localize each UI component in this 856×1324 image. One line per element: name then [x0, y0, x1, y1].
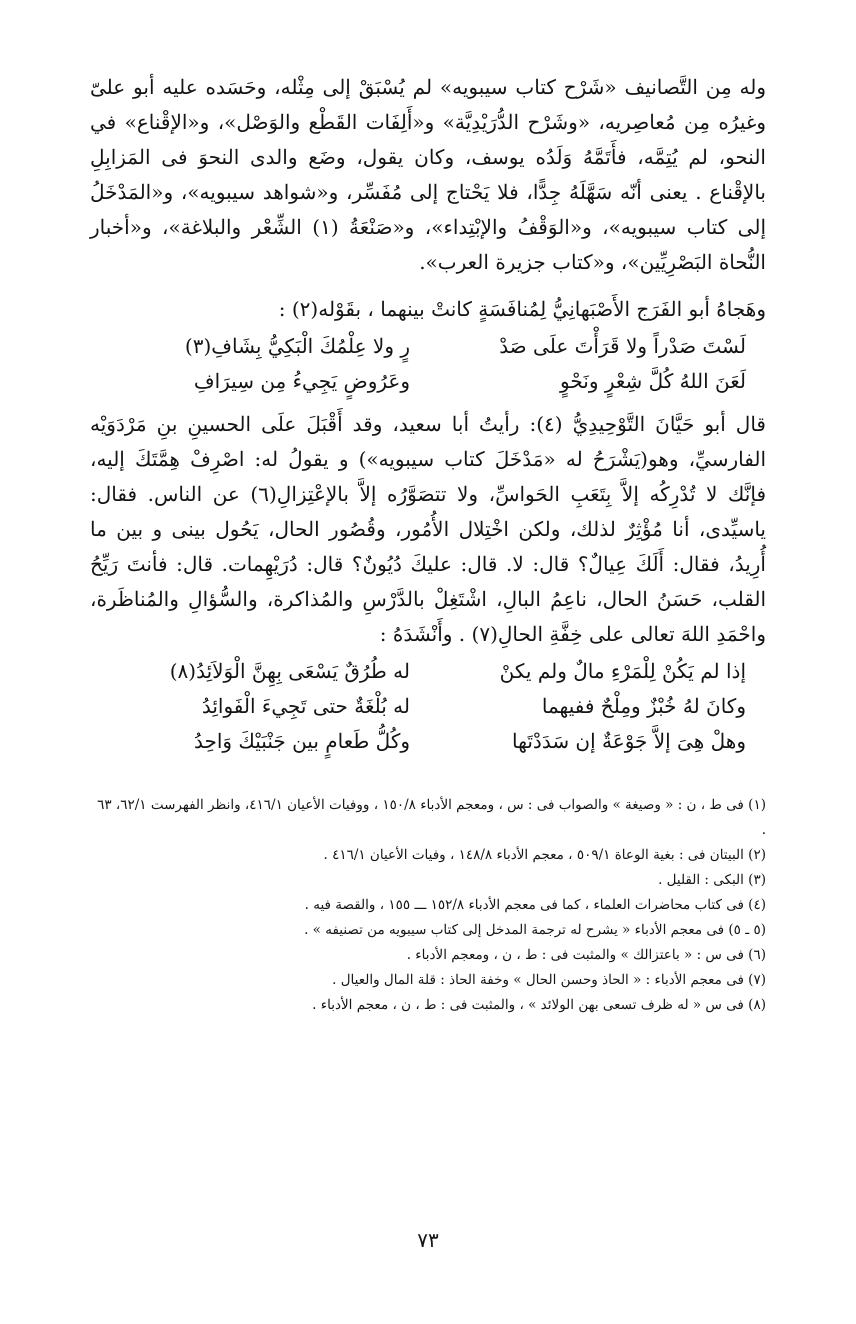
verse-second-hemistich: له بُلْغَةٌ حتى تَجِيءَ الْفَوائِدُ	[201, 694, 410, 718]
verse-second-hemistich: له طُرُقٌ يَسْعَى بِهِنَّ الْوَلاَئِدُ(٨)	[169, 659, 410, 683]
footnote: (٤) فى كتاب محاضرات العلماء ، كما فى معجم الأدباء ١٥٢/٨ ـــ ١٥٥ ، والقصة فيه .	[304, 897, 766, 913]
verse-line	[90, 689, 746, 724]
verse-first-hemistich: لَعَنَ اللهُ كُلَّ شِعْرٍ ونَحْوٍ	[560, 369, 746, 393]
page-number: ٧٣	[417, 1228, 439, 1252]
poem-satire	[90, 329, 746, 399]
footnote: (٢) البيتان فى : بغية الوعاة ٥٠٩/١ ، معجم الأدباء ١٤٨/٨ ، وفيات الأعيان ٤١٦/١ .	[323, 847, 766, 863]
verse-second-hemistich: وكُلُّ طَعامٍ بين جَنْبَيْكَ وَاحِدُ	[193, 729, 410, 753]
poem-recited	[90, 654, 746, 759]
verse-first-hemistich: إذا لم يَكُنْ لِلْمَرْءِ مالٌ ولم يكنْ	[499, 659, 746, 683]
footnote: (٦) فى س : « باعتزالك » والمثبت فى : ط ، ن ، ومعجم الأدباء .	[406, 947, 766, 963]
footnote: (٣) البكى : القليل .	[658, 872, 766, 888]
verse-line	[90, 724, 746, 759]
verse-first-hemistich: وكانَ لهُ خُبْزٌ ومِلْحٌ ففيهما	[541, 694, 746, 718]
footnotes	[90, 793, 766, 1018]
page-body	[90, 70, 766, 1294]
footnote: (١) فى ط ، ن : « وصيغة » والصواب فى : س ، ومعجم الأدباء ١٥٠/٨ ، ووفيات الأعيان ٤١٦/١، وانظر الفهرست ٦٢/١، ٦٣ .	[97, 797, 766, 838]
satire-intro-paragraph: وهَجاهُ أبو الفَرَج الأَصْبَهانِيُّ لِمُنافَسَةٍ كانتْ بينهما ، بقَوْله(٢) :	[278, 297, 766, 321]
verse-line	[90, 654, 746, 689]
verse-first-hemistich: لَسْتَ صَدْراً ولا قَرَأْتَ علَى صَدْ	[499, 334, 746, 358]
biography-paragraph: وله مِن التَّصانيف «شَرْح كتاب سيبويه» لم يُسْبَقْ إلى مِثْله، وحَسَده عليه أبو علىّ وغيرُه مِن مُعاصِريه، «وشَرْح الدُّرَيْدِيَّة» و«أَلِفَات القَطْع والوَصْل»، و«الإقْناع» في النحو، لم يُتِمَّه، فأَتَمَّهُ وَلَدُه يوسف، وكان يقول، وضَع والدى النحوَ فى المَزابِلِ بالإقْناع . يعنى أنّه سَهَّلَهُ جِدًّا، فلا يَحْتاج إلى مُفَسِّر، و«شواهد سيبويه»، و«المَدْخَلُ إلى كتاب سيبويه»، و«الوَقْفُ والإبْتِداء»، و«صَنْعَةُ (١) الشِّعْر والبلاغة»، و«أخبار النُّحاة البَصْرِيِّين»، و«كتاب جزيرة العرب».	[90, 75, 766, 274]
verse-line	[90, 364, 746, 399]
verse-line	[90, 329, 746, 364]
verse-second-hemistich: رٍ ولا عِلْمُكَ الْبَكِيُّ بِشَافِ(٣)	[184, 334, 410, 358]
verse-first-hemistich: وهلْ هِىَ إلاَّ جَوْعَةٌ إن سَدَدْتَها	[512, 729, 746, 753]
footnote: (٥ ـ ٥) فى معجم الأدباء « يشرح له ترجمة المدخل إلى كتاب سيبويه من تصنيفه » .	[304, 922, 766, 938]
anecdote-paragraph: قال أبو حَيَّانَ التَّوْحِيدِيُّ (٤): رأيتُ أبا سعيد، وقد أَقْبَلَ علَى الحسينِ بنِ مَرْدَوَيْه الفارسيِّ، وهو(يَشْرَحُ له «مَدْخَلَ كتاب سيبويه») و يقولُ له: اصْرِفْ هِمَّتَكَ إليه، فإنَّك لا تُدْرِكُه إلاَّ بِتَعَبِ الحَواسِّ، ولا تتصَوَّرُه إلاَّ بالإعْتِزالِ(٦) عن الناس. فقال: ياسيِّدى، أنا مُؤْثِرٌ لذلك، ولكن اخْتِلال الأُمُور، وقُصُور الحال، يَحُول بينى و بين ما أُرِيدُ، فقال: أَلَكَ عِيالٌ؟ قال: لا. قال: عليكَ دُيُونٌ؟ قال: دُرَيْهِمات. قال: فأنتَ رَيِّحُ القلب، حَسَنُ الحال، ناعِمُ البالِ، اشْتَغِلْ بالدَّرْسِ والمُذاكرة، والسُّؤالِ والمُناظَرة، واحْمَدِ اللهَ تعالى على خِفَّةِ الحالِ(٧) . وأَنْشَدَهُ :	[90, 412, 767, 646]
verse-second-hemistich: وعَرُوضٍ يَجِيءُ مِن سِيرَافِ	[193, 369, 410, 393]
footnote: (٧) فى معجم الأدباء : « الحاذ وحسن الحال » وخفة الحاذ : قلة المال والعيال .	[332, 972, 766, 988]
footnote: (٨) فى س « له ظرف تسعى بهن الولائد » ، والمثبت فى : ط ، ن ، معجم الأدباء .	[312, 997, 766, 1013]
